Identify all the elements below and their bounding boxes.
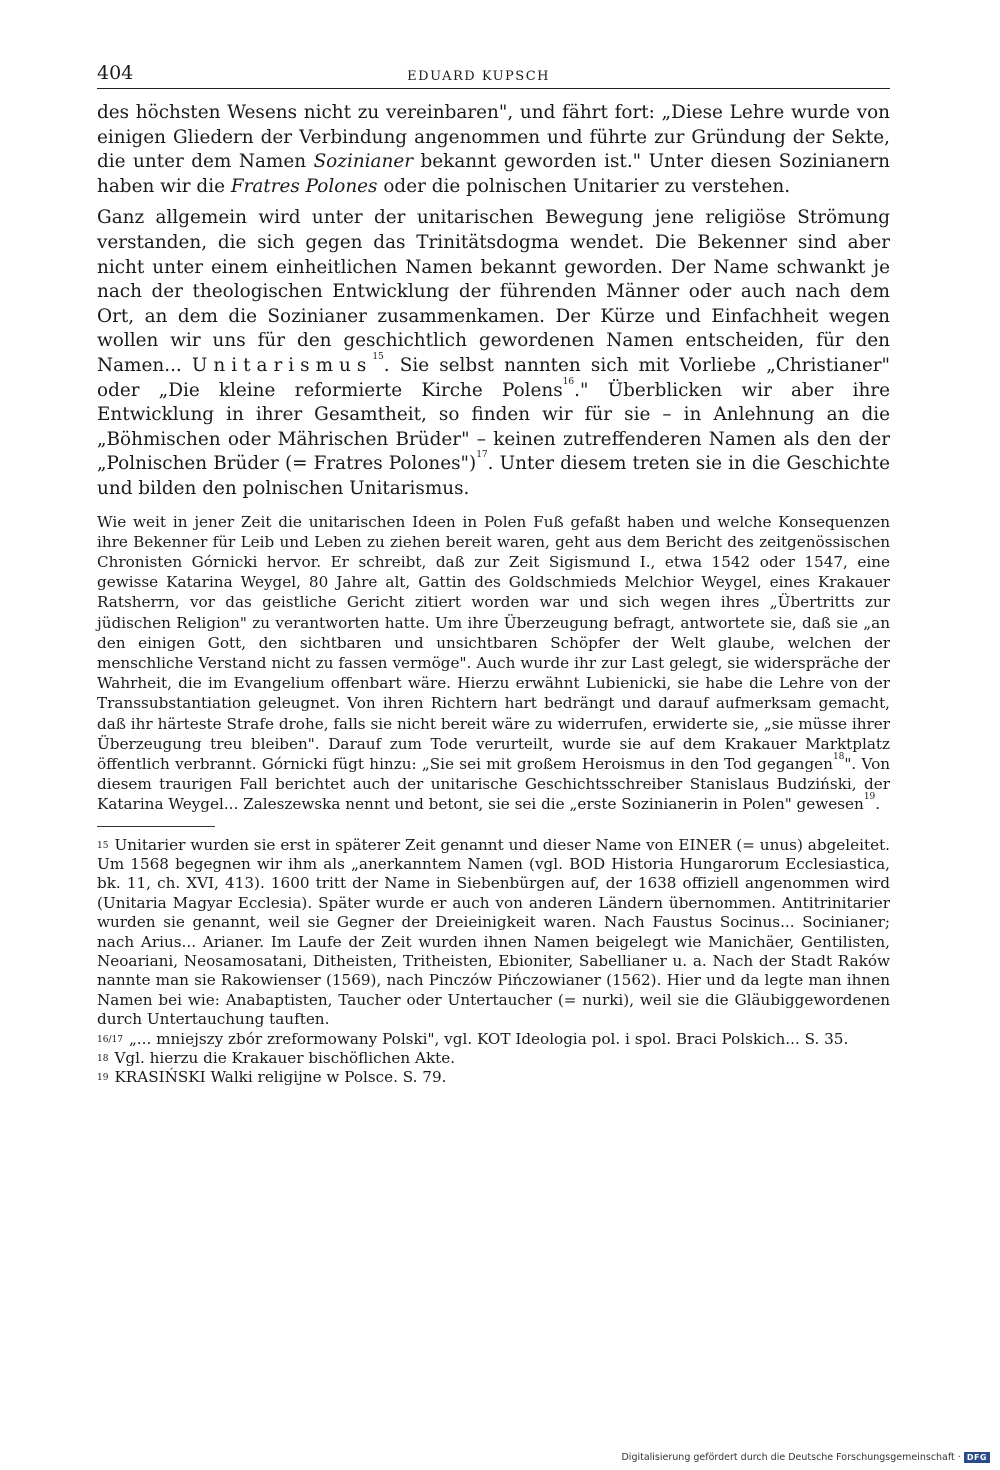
emphasis: Fratres Polones <box>230 175 378 197</box>
footnote <box>97 836 890 1030</box>
dfg-logo: DFG <box>964 1452 990 1463</box>
footnote-text: Vgl. hierzu die Krakauer bischöflichen Akte. <box>114 1049 456 1068</box>
text-run: . <box>875 795 881 814</box>
text-run: bekannt geworden ist." Unter diesen Sozinianern haben wir die <box>97 151 890 197</box>
digitization-credit <box>621 1452 990 1463</box>
footnote-text: „... mniejszy zbór zreformowany Polski", vgl. KOT Ideologia pol. i spol. Braci Polskich... S. 35. <box>128 1029 849 1048</box>
text-run: Ganz allgemein wird unter der unitarischen Bewegung jene religiöse Strömung verstanden, die sich gegen das Trinitätsdogma wendet. Die Bekenner sind aber nicht unter einem einheitlichen Namen bekannt geworden. Der Name schwankt je nach der theologischen Entwicklung der führenden Männer oder auch nach dem Ort, an dem die Sozinianer zusammenkamen. Der Kürze und Einfachheit wegen wollen wir uns für den geschichtlich gewordenen Namen entscheiden, für den Namen... <box>97 207 890 376</box>
page <box>97 62 890 1088</box>
page-number: 404 <box>97 62 134 84</box>
footnote-mark: 18 <box>97 1054 109 1065</box>
running-title: EDUARD KUPSCH <box>407 69 550 84</box>
footnote <box>97 1030 890 1049</box>
footnotes <box>97 836 890 1088</box>
footnote <box>97 1068 890 1087</box>
text-run: . Unter diesem treten sie in die Geschichte und bilden den polnischen Unitarismus. <box>97 453 890 499</box>
footnote-ref: 18 <box>832 751 845 762</box>
footnote-ref: 17 <box>476 450 488 461</box>
footnote-text: Unitarier wurden sie erst in späterer Zeit genannt und dieser Name von EINER (= unus) abgeleitet. Um 1568 begegnen wir ihm als „anerkanntem Namen (vgl. BOD Historia Hungarorum Ecclesiastica, bk. 11, ch. XVI, 413). 1600 tritt der Name in Siebenbürgen auf, der 1638 offiziell angenommen wird (Unitaria Magyar Ecclesia). Später wurde er auch von anderen Ländern übernommen. Antitrinitarier wurden sie genannt, weil sie Gegner der Dreieinigkeit waren. Nach Faustus Socinus... Socinianer; nach Arius... Arianer. Im Laufe der Zeit wurden ihnen Namen beigelegt wie Manichäer, Gentilisten, Neoariani, Neosamosatani, Ditheisten, Tritheisten, Ebioniter, Sabellianer u. a. Nach der Stadt Raków nannte man sie Rakowienser (1569), nach Pinczów Pińczowianer (1562). Hier und da legte man ihnen Namen bei wie: Anabaptisten, Taucher oder Untertaucher (= nurki), weil sie die Gläubiggewordenen durch Untertauchung tauften. <box>97 835 890 1029</box>
main-text <box>97 101 890 502</box>
footnote-ref: 19 <box>863 792 876 803</box>
footnote-mark: 16/17 <box>97 1034 123 1045</box>
paragraph-3 <box>97 512 890 815</box>
footnote-text: KRASIŃSKI Walki religijne w Polsce. S. 79. <box>114 1068 447 1087</box>
footnote-mark: 15 <box>97 840 109 851</box>
text-run: des höchsten Wesens nicht zu vereinbaren", und fährt fort: „Diese Lehre wurde von einigen Gliedern der Verbindung angenommen und führte zur Gründung der Sekte, die unter dem Namen <box>97 102 890 173</box>
footnote-ref: 15 <box>372 351 384 362</box>
footnote-divider <box>97 826 215 827</box>
paragraph-2 <box>97 206 890 501</box>
footnote-mark: 19 <box>97 1073 109 1084</box>
page-header <box>97 62 890 89</box>
footnote-ref: 16 <box>562 376 575 387</box>
text-run: . Sie selbst nannten sich mit Vorliebe „Christianer" oder „Die kleine reformierte Kirche Polens <box>97 354 890 401</box>
footnote <box>97 1049 890 1068</box>
paragraph-1 <box>97 101 890 199</box>
text-run: ". Von diesem traurigen Fall berichtet auch der unitarische Geschichtsschreiber Stanislaus Budziński, der Katarina Weygel... Zaleszewska nennt und betont, sie sei die „erste Sozinianerin in Polen" gewesen <box>97 754 891 814</box>
text-run: Wie weit in jener Zeit die unitarischen Ideen in Polen Fuß gefaßt haben und welche Konsequenzen ihre Bekenner für Leib und Leben zu ziehen bereit waren, geht aus dem Bericht des zeitgenössischen Chronisten Górnicki hervor. Er schreibt, daß zur Zeit Sigismund I., etwa 1542 oder 1547, eine gewisse Katarina Weygel, 80 Jahre alt, Gattin des Goldschmieds Melchior Weygel, eines Krakauer Ratsherrn, vor das geistliche Gericht zitiert worden war und sich wegen ihres „Übertritts zur jüdischen Religion" zu verantworten hatte. Um ihre Überzeugung befragt, antwortete sie, daß sie „an den einigen Gott, den sichtbaren und unsichtbaren Schöpfer der Welt glaube, welchen der menschliche Verstand nicht zu fassen vermöge". Auch wurde ihr zur Last gelegt, sie widerspräche der Wahrheit, die im Evangelium offenbart wäre. Hierzu erwähnt Lubienicki, sie habe die Lehre von der Transsubstantiation geleugnet. Von ihren Richtern hart bedrängt und darauf aufmerksam gemacht, daß ihr härteste Strafe drohe, falls sie nicht bereit wäre zu widerrufen, erwiderte sie, „sie müsse ihrer Überzeugung treu bleiben". Darauf zum Tode verurteilt, wurde sie auf dem Krakauer Marktplatz öffentlich verbrannt. Górnicki fügt hinzu: „Sie sei mit großem Heroismus in den Tod gegangen <box>97 512 890 773</box>
spaced-term: Unitarismus <box>191 354 373 376</box>
text-run: oder die polnischen Unitarier zu verstehen. <box>377 175 791 197</box>
small-print-section <box>97 512 890 815</box>
text-run: ." Überblicken wir aber ihre Entwicklung in ihrer Gesamtheit, so finden wir für sie – in Anlehnung an die „Böhmischen oder Mährischen Brüder" – keinen zutreffenderen Namen als den der „Polnischen Brüder (= Fratres Polones") <box>97 379 890 475</box>
credit-text: Digitalisierung gefördert durch die Deutsche Forschungsgemeinschaft · <box>621 1452 961 1463</box>
emphasis: Sozinianer <box>313 151 414 173</box>
